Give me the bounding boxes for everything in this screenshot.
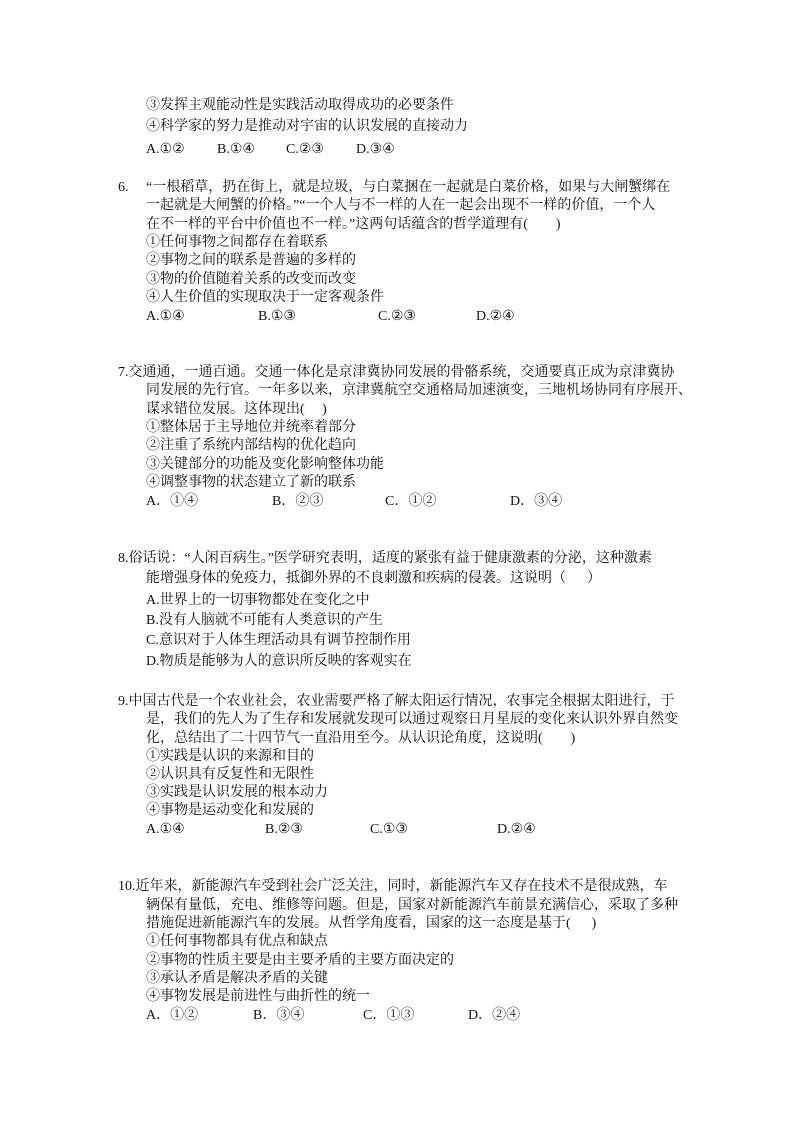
statement-item: ③发挥主观能动性是实践活动取得成功的必要条件 — [146, 98, 454, 113]
question-stem-line: 近年来，新能源汽车受到社会广泛关注，同时，新能源汽车又存在技术不是很成熟，车 — [135, 879, 668, 894]
statement-item: ①实践是认识的来源和目的 — [146, 749, 314, 764]
statement-item: ③关键部分的功能及变化影响整体功能 — [146, 457, 384, 472]
question-stem-line: 俗话说：“人闲百病生。”医学研究表明，适度的紧张有益于健康激素的分泌，这种激素 — [128, 551, 652, 566]
question-number: 7. — [118, 365, 129, 380]
answer-option-b: B．③④ — [253, 1008, 305, 1023]
statement-item: ①整体居于主导地位并统率着部分 — [146, 420, 356, 435]
question-stem-line: 是，我们的先人为了生存和发展就发现可以通过观察日月星辰的变化来认识外界自然变 — [146, 712, 678, 727]
question-number: 9. — [118, 694, 129, 709]
answer-option-a: A．①② — [146, 1008, 199, 1023]
answer-option-d: D.②④ — [476, 309, 515, 324]
question-stem-line: 措施促进新能源汽车的发展。从哲学角度看，国家的这一态度是基于( ) — [146, 916, 597, 931]
question-stem-line: 中国古代是一个农业社会，农业需要严格了解太阳运行情况，农事完全根据太阳进行，于 — [128, 694, 675, 709]
question-stem-line: “一根稻草，扔在街上，就是垃圾，与白菜捆在一起就是白菜价格，如果与大闸蟹绑在 — [146, 180, 671, 195]
question-number: 10. — [118, 879, 136, 894]
answer-option-d: D.物质是能够为人的意识所反映的客观实在 — [146, 654, 412, 669]
question-first-line — [118, 878, 668, 896]
statement-item: ③承认矛盾是解决矛盾的关键 — [146, 971, 328, 986]
statement-item: ②认识具有反复性和无限性 — [146, 767, 314, 782]
question-stem-line: 辆保有量低，充电、维修等问题。但是，国家对新能源汽车前景充满信心，采取了多种 — [146, 898, 678, 913]
question-stem-line: 谋求错位发展。这体现出( ) — [146, 402, 327, 417]
answer-option-a: A.①④ — [146, 822, 185, 837]
answer-option-d: D．②④ — [468, 1008, 521, 1023]
answer-option-b: B.①③ — [258, 309, 296, 324]
statement-item: ④事物发展是前进性与曲折性的统一 — [146, 989, 370, 1004]
question-stem-line: 化，总结出了二十四节气一直沿用至今。从认识论角度，这说明( ) — [146, 731, 576, 746]
question-stem-line: 能增强身体的免疫力，抵御外界的不良刺激和疾病的侵袭。这说明（ ） — [146, 571, 601, 586]
answer-option-c: C．①③ — [363, 1008, 415, 1023]
answer-option-a: A．①④ — [146, 494, 199, 509]
statement-item: ③实践是认识发展的根本动力 — [146, 785, 328, 800]
answer-option-c: C.②③ — [378, 309, 416, 324]
statement-item: ④人生价值的实现取决于一定客观条件 — [146, 290, 384, 305]
answer-option-c: C．①② — [385, 494, 437, 509]
statement-item: ①任何事物之间都存在着联系 — [146, 235, 328, 250]
answer-option-b: B.②③ — [265, 822, 303, 837]
question-first-line — [118, 364, 675, 382]
answer-option-b: B．②③ — [272, 494, 324, 509]
statement-item: ④事物是运动变化和发展的 — [146, 803, 314, 818]
answer-option-d: D.②④ — [497, 822, 536, 837]
statement-item: ③物的价值随着关系的改变而改变 — [146, 272, 356, 287]
answer-option-d: D.③④ — [356, 142, 395, 157]
question-stem-line: 在不一样的平台中价值也不一样。”这两句话蕴含的哲学道理有( ) — [146, 217, 561, 232]
statement-item: ②事物的性质主要是由主要矛盾的主要方面决定的 — [146, 953, 454, 968]
question-number: 6. — [118, 180, 129, 195]
statement-item: ④科学家的努力是推动对宇宙的认识发展的直接动力 — [146, 119, 468, 134]
statement-item: ②注重了系统内部结构的优化趋向 — [146, 438, 356, 453]
answer-option-a: A.①② — [146, 142, 185, 157]
answer-option-b: B.①④ — [217, 142, 255, 157]
statement-item: ①任何事物都具有优点和缺点 — [146, 934, 328, 949]
statement-item: ④调整事物的状态建立了新的联系 — [146, 475, 356, 490]
statement-item: ②事物之间的联系是普遍的多样的 — [146, 253, 356, 268]
answer-option-c: C.意识对于人体生理活动具有调节控制作用 — [146, 633, 411, 648]
question-stem-line: 交通通，一通百通。交通一体化是京津冀协同发展的骨骼系统，交通要真正成为京津冀协 — [128, 365, 675, 380]
question-stem-line: 同发展的先行官。一年多以来，京津冀航空交通格局加速演变，三地机场协同有序展开、 — [146, 383, 692, 398]
question-first-line — [118, 550, 652, 568]
answer-option-b: B.没有人脑就不可能有人类意识的产生 — [146, 613, 383, 628]
answer-option-c: C.①③ — [370, 822, 408, 837]
answer-option-a: A.①④ — [146, 309, 185, 324]
question-number: 8. — [118, 551, 129, 566]
question-stem-line: 一起就是大闸蟹的价格。”“一个人与不一样的人在一起会出现不一样的价值，一个人 — [146, 198, 656, 213]
answer-option-a: A.世界上的一切事物都处在变化之中 — [146, 593, 370, 608]
answer-option-c: C.②③ — [286, 142, 324, 157]
answer-option-d: D．③④ — [510, 494, 563, 509]
question-first-line — [118, 693, 675, 711]
